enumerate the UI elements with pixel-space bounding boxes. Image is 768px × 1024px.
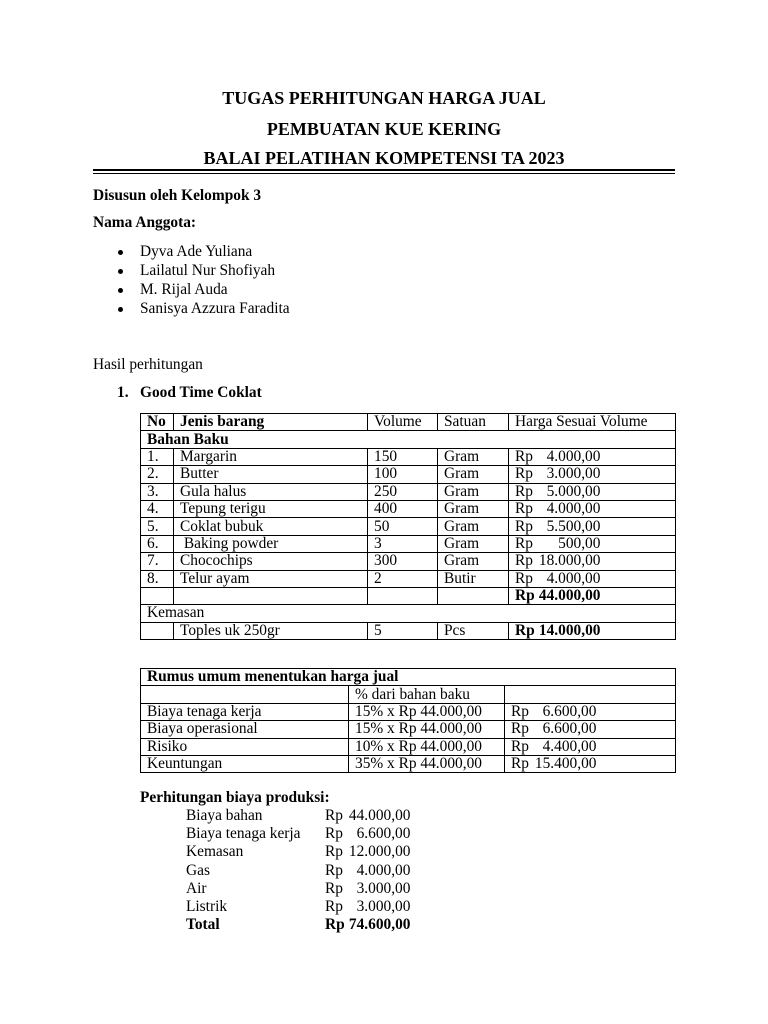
amount-value: 15.400,00 [534,755,597,773]
table-row [141,483,676,500]
currency-label: Rp [325,916,345,933]
cost-value [325,825,410,843]
bullet-icon [118,269,123,274]
table-row [141,518,676,535]
cost-value [325,862,410,880]
total-value [325,916,410,934]
cell-price [509,500,676,517]
cost-label: Listrik [186,898,228,915]
cell-item: Chocochips [174,553,368,570]
cost-value [325,843,410,861]
cell-no: 4. [141,500,174,517]
header-volume: Volume [368,414,438,431]
section-number: 1. [117,384,129,401]
table-header-row [141,414,676,431]
currency-label: Rp [325,807,343,824]
cell-component: Keuntungan [141,755,349,772]
cell-unit: Gram [438,483,509,500]
ingredients-table [140,413,676,640]
cell-price [509,518,676,535]
subheader-row [141,686,676,703]
packaging-row [141,622,676,639]
empty-cell [141,622,174,639]
cell-item: Coklat bubuk [174,518,368,535]
bullet-icon [118,250,123,255]
empty-cell [368,587,438,604]
header-item: Jenis barang [174,414,368,431]
cell-volume: 2 [368,570,438,587]
cost-label: Kemasan [186,843,244,860]
cell-volume: 250 [368,483,438,500]
currency-label: Rp [511,703,529,720]
amount-value: 4.000,00 [546,570,601,587]
amount-value: 500,00 [558,535,601,552]
total-label: Total [186,916,220,933]
table-row [141,703,676,720]
empty-cell [141,686,349,703]
cell-component: Biaya operasional [141,721,349,738]
title-double-rule [93,169,675,174]
cell-no: 3. [141,483,174,500]
cell-formula: 10% x Rp 44.000,00 [349,738,505,755]
cell-unit: Pcs [438,622,509,639]
currency-label: Rp [515,500,533,518]
cell-price [509,622,676,639]
cost-value [325,880,410,898]
cell-item: Telur ayam [174,570,368,587]
table-row [141,535,676,552]
empty-cell [505,686,676,703]
document-title-line-1: TUGAS PERHITUNGAN HARGA JUAL [222,88,546,108]
cost-label: Gas [186,862,210,879]
currency-label: Rp [511,755,529,773]
currency-label: Rp [515,622,535,639]
cell-volume: 300 [368,553,438,570]
currency-label: Rp [515,517,533,535]
amount-value: 18.000,00 [538,552,601,570]
amount-value: 12.000,00 [348,843,411,860]
amount-value: 44.000,00 [348,807,411,824]
currency-label: Rp [515,483,533,500]
amount-value: 4.400,00 [542,738,597,755]
cell-unit: Gram [438,500,509,517]
cell-volume: 400 [368,500,438,517]
cell-component: Biaya tenaga kerja [141,703,349,720]
cell-volume: 50 [368,518,438,535]
amount-value: 6.600,00 [542,720,597,738]
cell-item: Margarin [174,448,368,465]
currency-label: Rp [511,720,529,738]
currency-label: Rp [515,552,533,570]
currency-label: Rp [325,862,343,879]
author-line: Disusun oleh Kelompok 3 [93,187,262,204]
cell-unit: Butir [438,570,509,587]
cell-no: 7. [141,553,174,570]
cell-item: Tepung terigu [174,500,368,517]
formula-table-title: Rumus umum menentukan harga jual [141,669,676,686]
cell-result [505,738,676,755]
member-name: Dyva Ade Yuliana [140,243,253,260]
subtotal-row [141,587,676,604]
cell-unit: Gram [438,553,509,570]
amount-value: 74.600,00 [348,916,411,933]
table-row [141,738,676,755]
empty-cell [141,587,174,604]
empty-cell [174,587,368,604]
table-row [141,466,676,483]
currency-label: Rp [325,843,343,860]
table-row [141,500,676,517]
cost-label: Biaya tenaga kerja [186,825,301,842]
cell-volume: 5 [368,622,438,639]
section-title: Good Time Coklat [140,384,262,401]
amount-value: 14.000,00 [538,622,601,639]
production-costs-heading: Perhitungan biaya produksi: [140,789,330,806]
amount-value: 6.600,00 [542,703,597,720]
currency-label: Rp [325,880,343,897]
cost-label: Biaya bahan [186,807,263,824]
cell-item: Butter [174,466,368,483]
cell-result [505,755,676,772]
header-no: No [141,414,174,431]
currency-label: Rp [325,898,343,915]
cell-no: 1. [141,448,174,465]
group-label-packaging: Kemasan [141,605,676,622]
bullet-icon [118,307,123,312]
cell-volume: 3 [368,535,438,552]
group-row [141,605,676,622]
amount-value: 6.600,00 [356,825,411,842]
subtotal-price [509,587,676,604]
cell-formula: 15% x Rp 44.000,00 [349,703,505,720]
cell-price [509,553,676,570]
cell-price [509,535,676,552]
currency-label: Rp [515,535,533,552]
header-unit: Satuan [438,414,509,431]
bullet-icon [118,288,123,293]
table-row [141,448,676,465]
cost-value [325,807,410,825]
amount-value: 3.000,00 [546,465,601,483]
cell-formula: 35% x Rp 44.000,00 [349,755,505,772]
group-label-raw-materials: Bahan Baku [141,431,676,448]
cell-unit: Gram [438,466,509,483]
cell-price [509,466,676,483]
member-name: M. Rijal Auda [140,281,228,298]
results-heading: Hasil perhitungan [93,356,203,373]
cell-result [505,721,676,738]
cell-no: 5. [141,518,174,535]
cell-item: Toples uk 250gr [174,622,368,639]
cell-no: 8. [141,570,174,587]
cell-price [509,483,676,500]
cell-no: 2. [141,466,174,483]
amount-value: 3.000,00 [356,880,411,897]
amount-value: 3.000,00 [356,898,411,915]
member-name: Sanisya Azzura Faradita [140,300,290,317]
amount-value: 4.000,00 [356,862,411,879]
cell-item: Baking powder [174,535,368,552]
cell-volume: 100 [368,466,438,483]
document-title-line-2: PEMBUATAN KUE KERING [266,119,502,139]
table-header-row [141,669,676,686]
pricing-formula-table [140,668,676,773]
members-heading: Nama Anggota: [93,214,197,231]
cost-label: Air [186,880,207,897]
cell-unit: Gram [438,535,509,552]
currency-label: Rp [511,738,529,755]
cell-formula: 15% x Rp 44.000,00 [349,721,505,738]
cell-unit: Gram [438,518,509,535]
cell-price [509,448,676,465]
group-row [141,431,676,448]
amount-value: 4.000,00 [546,500,601,518]
amount-value: 5.000,00 [546,483,601,500]
cell-component: Risiko [141,738,349,755]
table-row [141,721,676,738]
member-name: Lailatul Nur Shofiyah [140,262,276,279]
table-row [141,570,676,587]
cell-result [505,703,676,720]
formula-subheader: % dari bahan baku [349,686,505,703]
currency-label: Rp [325,825,343,842]
empty-cell [438,587,509,604]
cell-item: Gula halus [174,483,368,500]
currency-label: Rp [515,587,535,605]
cell-unit: Gram [438,448,509,465]
table-row [141,755,676,772]
cell-volume: 150 [368,448,438,465]
cell-price [509,570,676,587]
cell-no: 6. [141,535,174,552]
document-title-line-3: BALAI PELATIHAN KOMPETENSI TA 2023 [203,148,565,168]
amount-value: 44.000,00 [538,587,601,605]
currency-label: Rp [515,448,533,465]
header-price: Harga Sesuai Volume [509,414,676,431]
table-row [141,553,676,570]
currency-label: Rp [515,570,533,587]
amount-value: 5.500,00 [546,517,601,535]
currency-label: Rp [515,465,533,483]
cost-value [325,898,410,916]
amount-value: 4.000,00 [546,448,601,465]
